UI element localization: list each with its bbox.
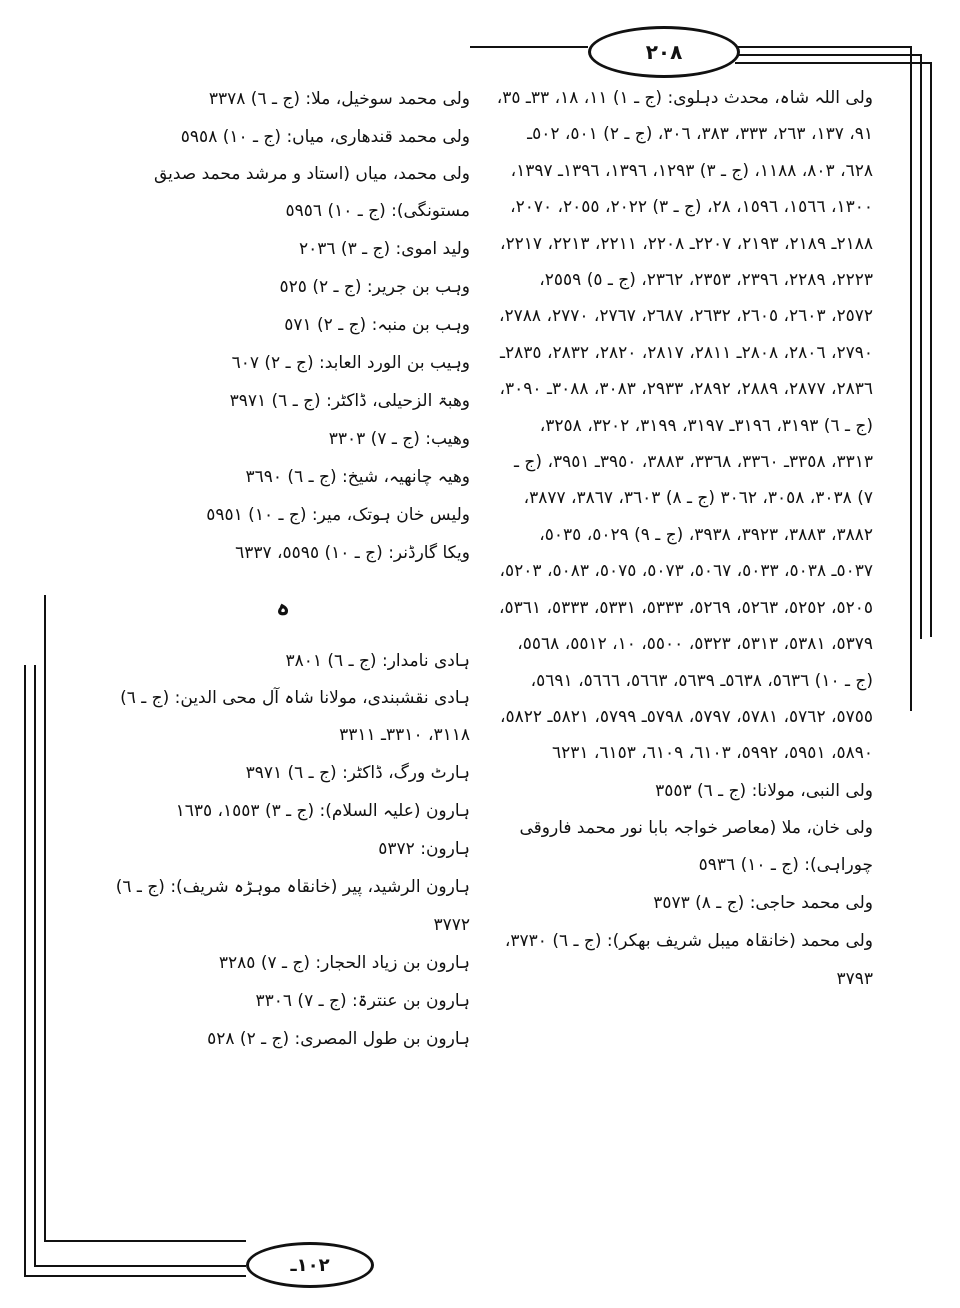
index-entry: ہادی نامدار: (ج ـ ٦) ٣٨٠١ bbox=[285, 651, 470, 671]
frame-right-line-1 bbox=[910, 46, 912, 711]
frame-left-line-2 bbox=[34, 665, 36, 1265]
index-entry: وہب بن منبہ: (ج ـ ٢) ٥٧١ bbox=[284, 315, 470, 335]
index-entry: ولی محمد قندھاری، میاں: (ج ـ ١٠) ٥٩٥٨ bbox=[180, 127, 470, 147]
index-entry: ولید اموی: (ج ـ ٣) ٢٠٣٦ bbox=[298, 239, 470, 259]
frame-right-line-2 bbox=[920, 54, 922, 639]
footer-page-number: ١٠٢ـ bbox=[246, 1242, 374, 1288]
index-entry: ولی محمد (خانقاہ میبل شریف بھکر): (ج ـ ٦) ٣٧٣٠، ٣٧٩٣ bbox=[504, 930, 873, 989]
index-entry: ہارون بن عنترۃ: (ج ـ ٧) ٣٣٠٦ bbox=[255, 991, 470, 1011]
index-entry: وہب بن جریر: (ج ـ ٢) ٥٢٥ bbox=[279, 277, 470, 297]
index-entry: ہارٹ ورگ، ڈاکٹر: (ج ـ ٦) ٣٩٧١ bbox=[245, 763, 470, 783]
index-entry: ہارون (علیہ السلام): (ج ـ ٣) ١٥٥٣، ١٦٣٥ bbox=[175, 801, 470, 821]
index-entry: وہیب بن الورد العابد: (ج ـ ٢) ٦٠٧ bbox=[231, 353, 470, 373]
index-entry: وھبۃ الزحیلی، ڈاکٹر: (ج ـ ٦) ٣٩٧١ bbox=[229, 391, 470, 411]
index-column-right bbox=[495, 80, 873, 998]
index-entry: وھیہ چانھیہ، شیخ: (ج ـ ٦) ٣٦٩٠ bbox=[245, 467, 470, 487]
frame-bottom-line-2 bbox=[34, 1265, 246, 1267]
frame-top-line-2 bbox=[735, 54, 920, 56]
index-entry: ولی اللہ شاہ، محدث دہلوی: (ج ـ ١) ١١، ١٨، ٣٣ـ ٣٥، ٩١، ١٣٧، ٢٦٣، ٣٣٣، ٣٨٣، ٣٠٦، (ج ـ ٢) ٥٠١، ٥٠٢ـ ٦٢٨، ٨٠٣، ١١٨٨، (ج ـ ٣) ١٢٩٣، ١٣٩٦، ١٣٩٦ـ ١٣٩٧، ١٣٠٠، ١٥٦٦، ١٥٩٦، ٢٨، (ج ـ ٣) ٢٠٢٢، ٢٠٥٥، ٢٠٧٠، ٢١٨٨ـ ٢١٨٩، ٢١٩٣، ٢٢٠٧ـ ٢٢٠٨، ٢٢١١، ٢٢١٣، ٢٢١٧، ٢٢٢٣، ٢٢٨٩، ٢٣٩٦، ٢٣٥٣، ٢٣٦٢، (ج ـ ٥) ٢٥٥٩، ٢٥٧٢، ٢٦٠٣، ٢٦٠٥، ٢٦٣٢، ٢٦٨٧، ٢٧٦٧، ٢٧٧٠، ٢٧٨٨، ٢٧٩٠، ٢٨٠٦، ٢٨٠٨ـ ٢٨١١، ٢٨١٧، ٢٨٢٠، ٢٨٣٢، ٢٨٣٥ـ ٢٨٣٦، ٢٨٧٧، ٢٨٨٩، ٢٨٩٢، ٢٩٣٣، ٣٠٨٣، ٣٠٨٨ـ ٣٠٩٠، (ج ـ ٦) ٣١٩٣، ٣١٩٦ـ ٣١٩٧، ٣١٩٩، ٣٢٠٢، ٣٢٥٨، ٣٣١٣، ٣٣٥٨ـ ٣٣٦٠، ٣٣٦٨، ٣٨٨٣، ٣٩٥٠ـ ٣٩٥١، (ج ـ ٧) ٣٠٣٨، ٣٠٥٨، ٣٠٦٢ (ج ـ ٨) ٣٦٠٣، ٣٨٦٧، ٣٨٧٧، ٣٨٨٢، ٣٨٨٣، ٣٩٢٣، ٣٩٣٨، (ج ـ ٩) ٥٠٢٩، ٥٠٣٥، ٥٠٣٧ـ ٥٠٣٨، ٥٠٣٣، ٥٠٦٧، ٥٠٧٣، ٥٠٧٥، ٥٠٨٣، ٥٢٠٣، ٥٢٠٥، ٥٢٥٢، ٥٢٦٣، ٥٢٦٩، ٥٣٣٣، ٥٣٣١، ٥٣٣٣، ٥٣٦١، ٥٣٧٩، ٥٣٨١، ٥٣١٣، ٥٣٢٣، ٥٥٠٠، ١٠، ٥٥١٢، ٥٥٦٨، (ج ـ ١٠) ٥٦٣٦، ٥٦٣٨ـ ٥٦٣٩، ٥٦٦٣، ٥٦٦٦، ٥٦٩١، ٥٧٥٥، ٥٧٦٢، ٥٧٨١، ٥٧٩٧، ٥٧٩٨ـ ٥٧٩٩، ٥٨٢١ـ ٥٨٢٢، ٥٨٩٠، ٥٩٥١، ٥٩٩٢، ٦١٠٣، ٦١٠٩، ٦١٥٣، ٦٢٣١ bbox=[496, 88, 873, 764]
frame-top-line-1 bbox=[735, 46, 910, 48]
section-letter-heading: ہ bbox=[275, 593, 290, 621]
index-entry: ولیس خان ہوتک، میر: (ج ـ ١٠) ٥٩٥١ bbox=[206, 505, 470, 525]
frame-bottom-line-3 bbox=[24, 1275, 246, 1277]
index-entry: ولی النبی، مولانا: (ج ـ ٦) ٣٥٥٣ bbox=[655, 780, 873, 801]
frame-right-line-3 bbox=[930, 62, 932, 637]
frame-top-left-line bbox=[470, 46, 588, 48]
index-entry: ولی خان، ملا (معاصر خواجہ بابا نور محمد فاروقی چوراہی): (ج ـ ١٠) ٥٩٣٦ bbox=[519, 817, 873, 875]
header-page-number: ٢٠٨ bbox=[588, 26, 740, 78]
frame-left-line-1 bbox=[44, 595, 46, 1240]
frame-bottom-line-1 bbox=[44, 1240, 246, 1242]
index-entry: ہارون بن زیاد الحجار: (ج ـ ٧) ٣٢٨٥ bbox=[218, 953, 470, 973]
index-entry: ہارون: ٥٣٧٢ bbox=[378, 839, 470, 859]
frame-left-line-3 bbox=[24, 665, 26, 1275]
index-entry: ہارون بن طول المصری: (ج ـ ٢) ٥٢٨ bbox=[207, 1029, 470, 1049]
index-entry: ویکا گارڈنر: (ج ـ ١٠) ٥٥٩٥، ٦٣٣٧ bbox=[235, 543, 470, 563]
index-entry: ولی محمد حاجی: (ج ـ ٨) ٣٥٧٣ bbox=[653, 892, 873, 913]
index-entry: ہادی نقشبندی، مولانا شاہ آل محی الدین: (ج ـ ٦) ٣١١٨، ٣٣١٠ـ ٣٣١١ bbox=[120, 688, 470, 745]
index-entry: ولی محمد، میاں (استاد و مرشد محمد صدیق مستونگی): (ج ـ ١٠) ٥٩٥٦ bbox=[153, 164, 470, 221]
index-column-left bbox=[90, 80, 470, 1058]
index-entry: وھیب: (ج ـ ٧) ٣٣٠٣ bbox=[328, 429, 470, 449]
index-entry: ہارون الرشید، پیر (خانقاہ موہڑہ شریف): (ج ـ ٦) ٣٧٧٢ bbox=[115, 877, 470, 935]
frame-top-line-3 bbox=[735, 62, 930, 64]
index-entry: ولی محمد سوخیل، ملا: (ج ـ ٦) ٣٣٧٨ bbox=[208, 89, 470, 109]
